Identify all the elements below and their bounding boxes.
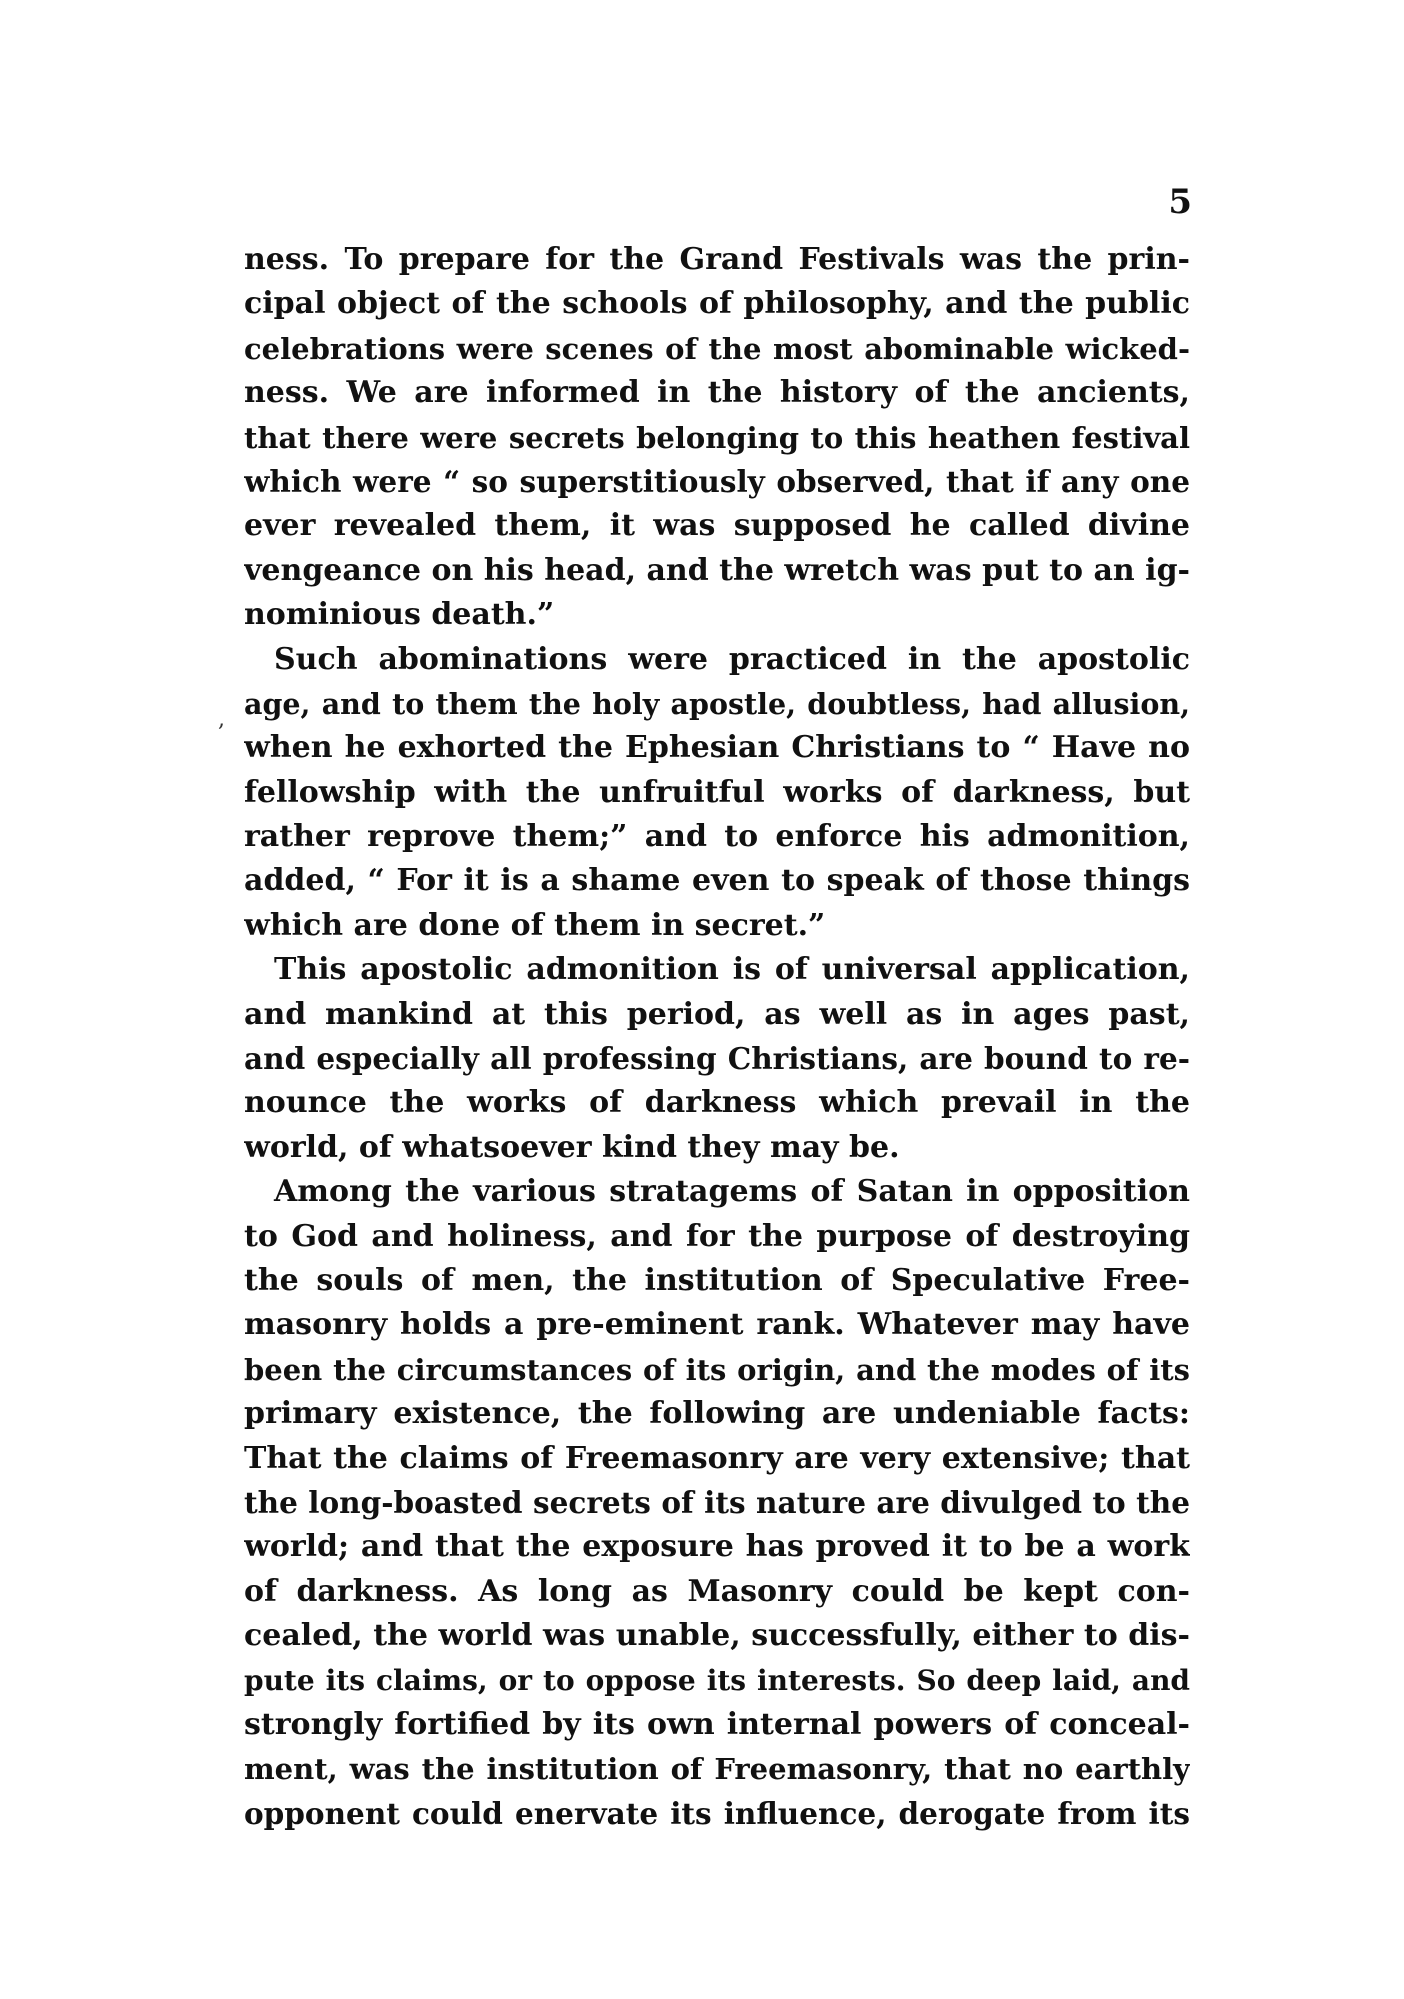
text-line: ness. We are informed in the history of the ancients, — [244, 375, 1190, 411]
text-line: age, and to them the holy apostle, doubtless, had allusion, — [244, 686, 1190, 721]
text-line: fellowship with the unfruitful works of darkness, but — [244, 774, 1190, 810]
text-line: pute its claims, or to oppose its interests. So deep laid, and — [244, 1663, 1190, 1697]
text-line: when he exhorted the Ephesian Christians to “ Have no — [244, 730, 1190, 766]
text-line: strongly fortified by its own internal powers of conceal- — [244, 1706, 1190, 1742]
text-line: and especially all professing Christians, are bound to re- — [244, 1041, 1190, 1077]
text-line: Such abominations were practiced in the apostolic — [274, 641, 1190, 677]
text-line: nounce the works of darkness which prevail in the — [244, 1085, 1190, 1121]
text-line: the long-boasted secrets of its nature are divulged to the — [244, 1484, 1190, 1520]
paragraph-4 — [244, 1170, 1190, 1836]
page-number: 5 — [1168, 182, 1192, 222]
text-line: of darkness. As long as Masonry could be kept con- — [244, 1573, 1190, 1609]
text-line: to God and holiness, and for the purpose of destroying — [244, 1218, 1190, 1254]
text-line: that there were secrets belonging to this heathen festival — [244, 420, 1190, 455]
text-line: added, “ For it is a shame even to speak of those things — [244, 863, 1190, 899]
text-line: been the circumstances of its origin, and the modes of its — [244, 1352, 1190, 1387]
paragraph-2 — [244, 638, 1190, 949]
text-line: ness. To prepare for the Grand Festivals was the prin- — [244, 242, 1190, 277]
text-line: and mankind at this period, as well as in ages past, — [244, 996, 1190, 1032]
body-text — [244, 238, 1190, 1836]
text-line: rather reprove them;” and to enforce his admonition, — [244, 819, 1190, 855]
paragraph-3 — [244, 948, 1190, 1170]
text-line: world, of whatsoever kind they may be. — [244, 1129, 900, 1165]
text-line: vengeance on his head, and the wretch was put to an ig- — [244, 552, 1190, 588]
text-line: world; and that the exposure has proved it to be a work — [244, 1529, 1190, 1565]
text-line: which were “ so superstitiously observed, that if any one — [244, 463, 1190, 499]
text-line: opponent could enervate its influence, derogate from its — [244, 1795, 1190, 1831]
text-line: cipal object of the schools of philosophy, and the public — [244, 286, 1190, 322]
text-line: cealed, the world was unable, successfully, either to dis- — [244, 1618, 1190, 1654]
text-line: ment, was the institution of Freemasonry, that no earthly — [244, 1752, 1190, 1787]
text-line: Among the various stratagems of Satan in opposition — [274, 1174, 1190, 1210]
text-line: which are done of them in secret.” — [244, 907, 826, 943]
text-line: ever revealed them, it was supposed he called divine — [244, 508, 1190, 544]
text-line: That the claims of Freemasonry are very extensive; that — [244, 1440, 1190, 1476]
text-line: masonry holds a pre-eminent rank. Whatever may have — [244, 1307, 1190, 1343]
margin-mark: , — [218, 707, 225, 732]
text-line: primary existence, the following are undeniable facts: — [244, 1396, 1190, 1432]
text-line: the souls of men, the institution of Speculative Free- — [244, 1262, 1190, 1298]
text-line: nominious death.” — [244, 597, 555, 633]
text-line: This apostolic admonition is of universal application, — [274, 952, 1190, 988]
text-line: celebrations were scenes of the most abominable wicked- — [244, 331, 1190, 366]
paragraph-1 — [244, 238, 1190, 638]
